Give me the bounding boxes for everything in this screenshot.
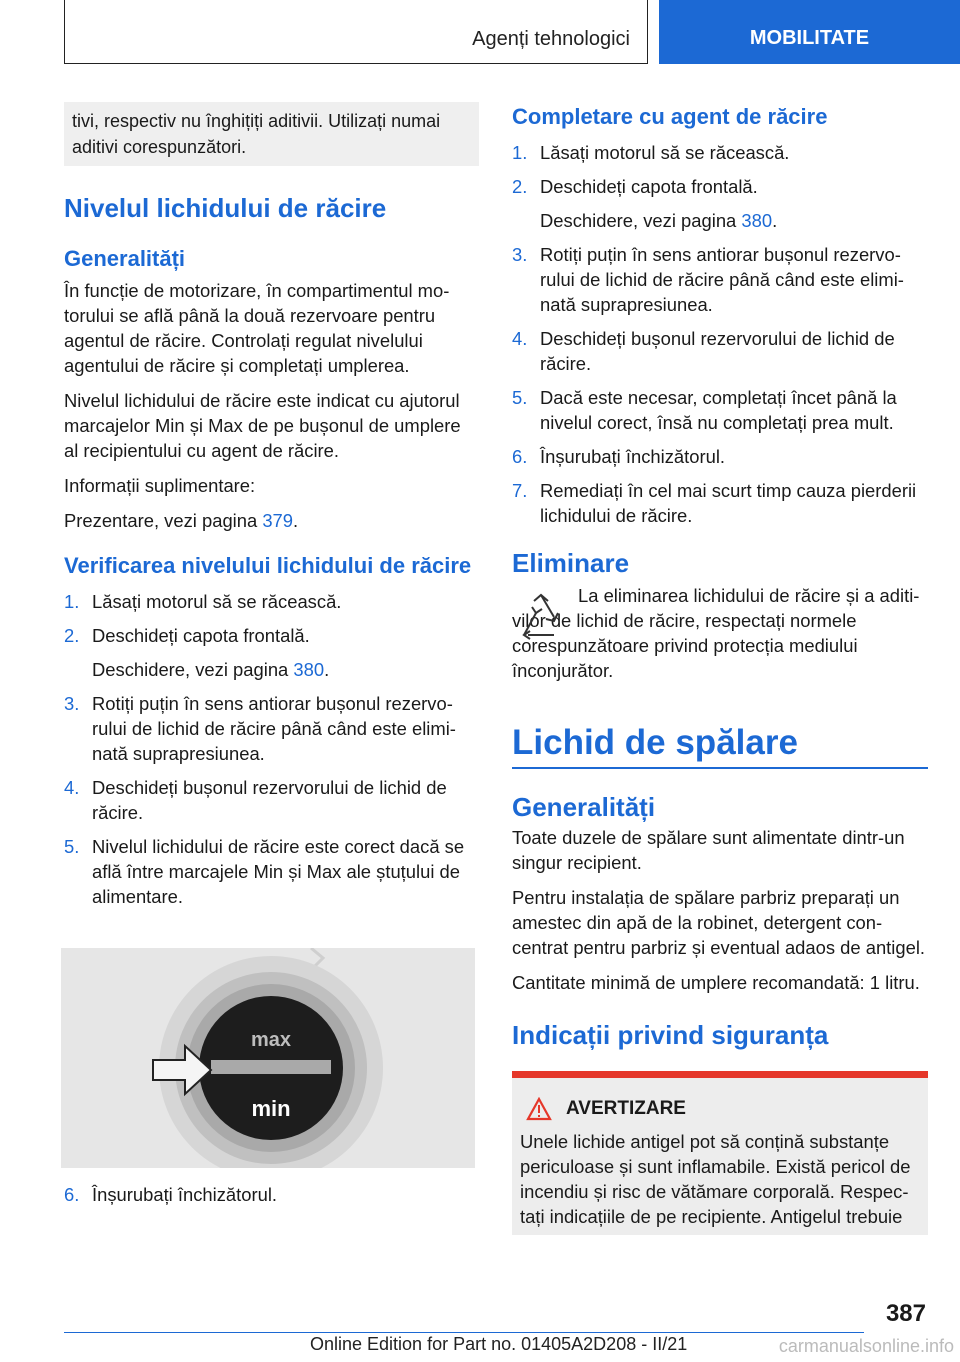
continued-note: tivi, respectiv nu înghițiți aditivii. Utilizați numai aditivi corespunzători. xyxy=(64,102,479,166)
step-number: 3. xyxy=(512,244,528,265)
watermark: carmanualsonline.info xyxy=(778,1336,954,1356)
tab-mobilitate[interactable]: MOBILITATE xyxy=(659,0,960,64)
warning-title: AVERTIZARE xyxy=(566,1098,686,1119)
list-item xyxy=(512,326,928,376)
recycle-icon xyxy=(514,591,568,645)
ref-prefix: Deschidere, vezi pagina xyxy=(540,210,742,231)
page-link-380[interactable]: 380 xyxy=(741,210,773,231)
check-level-heading: Verificarea nivelului lichidului de răcire xyxy=(64,553,472,578)
page-number: 387 xyxy=(885,1300,926,1327)
edition-text: Online Edition for Part no. 01405A2D208 - II/21 xyxy=(310,1334,688,1354)
step-subnote xyxy=(540,208,928,233)
warning-header xyxy=(526,1096,920,1121)
page-link-379[interactable]: 379 xyxy=(262,510,294,531)
refill-steps-list xyxy=(512,140,928,528)
step-text: Deschideți capota frontală. xyxy=(540,176,758,197)
step-number: 2. xyxy=(64,625,80,646)
list-item xyxy=(512,140,928,165)
ref-prefix: Prezentare, vezi pagina xyxy=(64,510,263,531)
coolant-cap-photo xyxy=(61,948,475,1168)
step-text: Lăsați motorul să se răcească. xyxy=(540,142,790,163)
step-number: 5. xyxy=(512,387,528,408)
left-column xyxy=(64,102,479,918)
step-number: 6. xyxy=(512,446,528,467)
step-text: Deschideți capota frontală. xyxy=(92,625,310,646)
step-text: Deschideți bușonul rezervorului de lichid de răcire. xyxy=(92,777,447,823)
washer-paragraph-2: Pentru instalația de spălare parbriz preparați un amestec din apă de la robinet, detergent concentrat pentru parbriz și eventual adaos de antigel. xyxy=(512,887,926,958)
washer-paragraph-3: Cantitate minimă de umplere recomandată: 1 litru. xyxy=(512,972,920,993)
step-number: 1. xyxy=(512,142,528,163)
washer-fluid-title: Lichid de spălare xyxy=(512,723,928,769)
warning-triangle-icon xyxy=(526,1097,552,1121)
step-number: 3. xyxy=(64,693,80,714)
max-marking: max xyxy=(250,1029,292,1051)
step-number: 7. xyxy=(512,480,528,501)
step-number: 1. xyxy=(64,591,80,612)
list-item xyxy=(512,242,928,317)
coolant-level-title: Nivelul lichidului de răcire xyxy=(64,193,387,223)
disposal-block xyxy=(512,583,928,683)
ref-suffix: . xyxy=(324,659,330,680)
step-text: Nivelul lichidului de răcire este corect dacă se află între marcajele Min și Max ale ștuțului de alimentare. xyxy=(92,836,465,907)
warning-box xyxy=(512,1071,928,1235)
general-paragraph-4 xyxy=(64,508,479,533)
ref-suffix: . xyxy=(293,510,299,531)
disposal-heading: Eliminare xyxy=(512,548,630,578)
list-item xyxy=(64,691,479,766)
section-title: Agenți tehnologici xyxy=(472,28,630,50)
step-text: Deschideți bușonul rezervorului de lichid de răcire. xyxy=(540,328,895,374)
list-item xyxy=(64,589,479,614)
ref-suffix: . xyxy=(772,210,778,231)
step-text: Înșurubați închizătorul. xyxy=(540,446,726,467)
warning-text: Unele lichide antigel pot să conțină substanțe periculoase și sunt inflamabile. Există pericol de incendiu și risc de vătămare corporală. Respectați indicațiile de pe recipiente. Antigelul trebuie xyxy=(520,1131,911,1227)
list-item xyxy=(64,775,479,825)
list-item xyxy=(64,834,479,909)
step-number: 5. xyxy=(64,836,80,857)
washer-general-heading: Generalități xyxy=(512,792,656,822)
list-item xyxy=(64,623,479,682)
general-paragraph-1: În funcție de motorizare, în compartimentul motorului se află până la două rezervoare pentru agentul de răcire. Controlați regulat nivelului agentului de răcire și completați umplerea. xyxy=(64,280,450,376)
safety-heading: Indicații privind siguranța xyxy=(512,1020,829,1050)
min-marking: min xyxy=(251,1096,291,1121)
general-paragraph-3: Informații suplimentare: xyxy=(64,475,256,496)
right-column xyxy=(512,104,928,1235)
check-steps-list xyxy=(64,589,479,909)
general-paragraph-2: Nivelul lichidului de răcire este indicat cu ajutorul marcajelor Min și Max de pe bușonul de umplere al recipientului cu agent de răcire. xyxy=(64,390,461,461)
list-item xyxy=(512,385,928,435)
step-text: Remediați în cel mai scurt timp cauza pierderii lichidului de răcire. xyxy=(540,480,917,526)
washer-paragraph-1: Toate duzele de spălare sunt alimentate dintr-un singur recipient. xyxy=(512,827,905,873)
step-text: Înșurubați închizătorul. xyxy=(92,1184,278,1205)
step-text: Rotiți puțin în sens antiorar bușonul rezervorului de lichid de răcire până când este eliminată suprapresiunea. xyxy=(92,693,456,764)
list-item xyxy=(512,174,928,233)
step-number: 4. xyxy=(64,777,80,798)
general-heading: Generalități xyxy=(64,246,186,271)
left-column-end xyxy=(64,1182,479,1216)
step-number: 4. xyxy=(512,328,528,349)
step-subnote xyxy=(92,657,479,682)
refill-heading: Completare cu agent de răcire xyxy=(512,104,828,129)
step-number: 2. xyxy=(512,176,528,197)
step-text: Dacă este necesar, completați încet până la nivelul corect, însă nu completați prea mult. xyxy=(540,387,897,433)
ref-prefix: Deschidere, vezi pagina xyxy=(92,659,294,680)
step-text: Rotiți puțin în sens antiorar bușonul rezervorului de lichid de răcire până când este eliminată suprapresiunea. xyxy=(540,244,904,315)
page-link-380[interactable]: 380 xyxy=(293,659,325,680)
list-item xyxy=(512,478,928,528)
list-item xyxy=(64,1182,479,1207)
list-item xyxy=(512,444,928,469)
step-number: 6. xyxy=(64,1184,80,1205)
coolant-cap-illustration xyxy=(61,948,475,1168)
footer-divider xyxy=(64,1332,864,1333)
check-steps-list-cont xyxy=(64,1182,479,1207)
disposal-text: La eliminarea lichidului de răcire și a aditivilor de lichid de răcire, respectați normele corespunzătoare privind protecția mediului înconjurător. xyxy=(512,585,920,681)
step-text: Lăsați motorul să se răcească. xyxy=(92,591,342,612)
